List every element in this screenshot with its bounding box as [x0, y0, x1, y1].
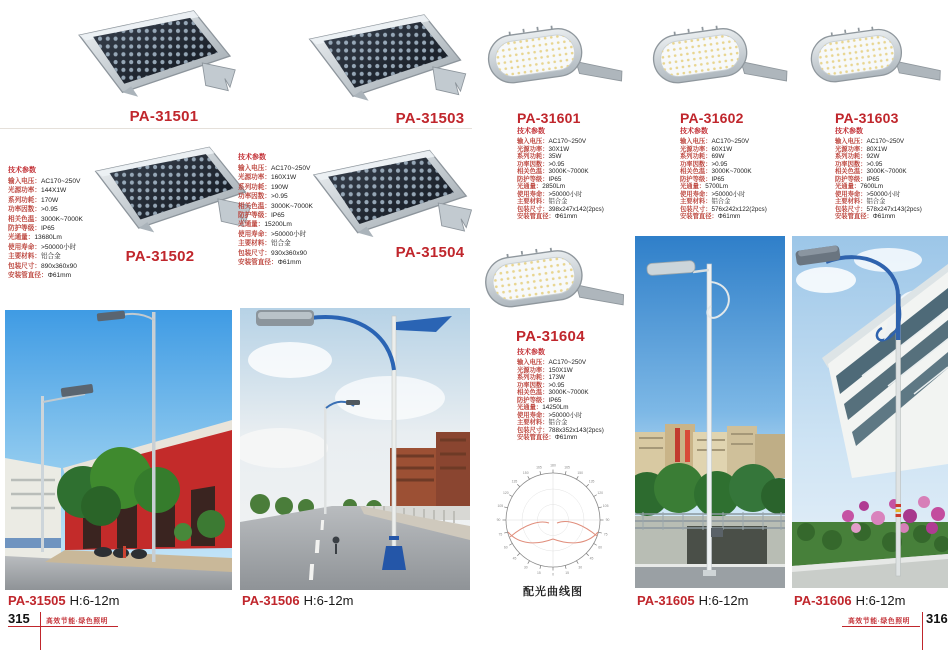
- spec-row: 使用寿命：>50000小时: [517, 411, 583, 419]
- spec-row: 包装尺寸：578x247x143(2pcs): [835, 205, 922, 213]
- svg-text:150: 150: [577, 471, 584, 476]
- page-number-left: 315: [8, 611, 30, 626]
- footer-slogan-left: 高效节能·绿色照明: [46, 618, 109, 625]
- spec-row: 使用寿命：>50000小时: [835, 190, 901, 198]
- footer-divider-right: [922, 612, 923, 650]
- photometric-polar-chart: [494, 463, 612, 581]
- spec-row: 输入电压：AC170~250V: [238, 165, 311, 172]
- spec-row: 光源功率：150X1W: [517, 366, 573, 374]
- spec-row: 系列功耗：69W: [680, 153, 725, 160]
- model-label-pa-31603: PA-31603: [835, 110, 899, 126]
- spec-row: 光源功率：80X1W: [835, 145, 888, 153]
- spec-row: 安装管直径：Φ61mm: [238, 259, 302, 267]
- spec-row: 使用寿命：>50000小时: [517, 190, 583, 198]
- svg-text:75: 75: [603, 532, 608, 537]
- spec-row: 输入电压：AC170~250V: [517, 138, 587, 145]
- tech-params-heading: 技术参数: [517, 128, 545, 135]
- spec-row: 包装尺寸：788x352x143(2pcs): [517, 426, 604, 434]
- photo-model: PA-31506: [242, 593, 300, 608]
- spec-row: 防护等级：IP65: [680, 175, 725, 183]
- svg-text:90: 90: [496, 518, 501, 523]
- photo-model: PA-31605: [637, 593, 695, 608]
- product-image-pa-31503: [290, 8, 475, 112]
- footer-divider-left: [40, 612, 41, 650]
- spec-row: 光通量：15200Lm: [238, 221, 292, 229]
- installation-photo-pa-31605: [635, 236, 785, 588]
- svg-text:135: 135: [511, 479, 518, 484]
- spec-row: 功率因数：>0.95: [238, 193, 288, 201]
- spec-row: 功率因数：>0.95: [680, 160, 728, 168]
- photo-height: H:6-12m: [303, 593, 354, 608]
- model-label-pa-31604: PA-31604: [516, 328, 585, 345]
- svg-text:75: 75: [498, 532, 503, 537]
- photo-height: H:6-12m: [69, 593, 120, 608]
- spec-row: 相关色温：3000K~7000K: [680, 168, 752, 175]
- spec-row: 防护等级：IP65: [517, 175, 562, 183]
- svg-text:105: 105: [602, 504, 609, 509]
- spec-block-pa-31603: [835, 138, 922, 221]
- product-image-pa-31604: [480, 228, 635, 326]
- spec-row: 光通量：13680Lm: [8, 234, 62, 242]
- spec-row: 输入电压：AC170~250V: [680, 138, 750, 145]
- product-image-pa-31501: [62, 4, 242, 108]
- spec-row: 系列功耗：173W: [517, 374, 565, 381]
- spec-row: 输入电压：AC170~250V: [835, 138, 905, 145]
- spec-block-pa-31502: [8, 177, 83, 280]
- svg-text:45: 45: [512, 556, 517, 561]
- svg-text:165: 165: [536, 465, 542, 470]
- spec-row: 使用寿命：>50000小时: [238, 230, 307, 238]
- photo-label-pa-31606: [794, 593, 905, 608]
- spec-row: 相关色温：3000K~7000K: [517, 389, 589, 396]
- photo-label-pa-31605: [637, 593, 748, 608]
- svg-text:60: 60: [598, 545, 603, 550]
- spec-row: 主要材料：铝合金: [835, 198, 886, 205]
- spec-row: 输入电压：AC170~250V: [517, 359, 587, 366]
- spec-row: 安装管直径：Φ61mm: [680, 213, 741, 220]
- spec-row: 主要材料：铝合金: [8, 253, 61, 261]
- photo-label-pa-31505: [8, 593, 119, 608]
- tech-params-heading: 技术参数: [680, 128, 708, 135]
- spec-row: 光通量：2850Lm: [517, 183, 565, 190]
- spec-row: 光通量：5700Lm: [680, 183, 728, 190]
- spec-row: 主要材料：铝合金: [238, 240, 291, 248]
- spec-row: 防护等级：IP65: [517, 396, 562, 404]
- spec-row: 光源功率：30X1W: [517, 145, 570, 153]
- product-image-pa-31601: [483, 6, 633, 102]
- spec-row: 使用寿命：>50000小时: [680, 190, 746, 198]
- tech-params-heading: 技术参数: [8, 167, 36, 174]
- svg-text:60: 60: [503, 545, 508, 550]
- spec-row: 输入电压：AC170~250V: [8, 178, 81, 185]
- spec-row: 防护等级：IP65: [238, 212, 285, 220]
- installation-photo-pa-31506: [240, 308, 470, 590]
- installation-photo-pa-31606: [792, 236, 948, 588]
- spec-row: 安装管直径：Φ61mm: [835, 213, 896, 220]
- spec-row: 主要材料：铝合金: [517, 198, 568, 205]
- page-number-right: 316: [926, 611, 948, 626]
- svg-text:120: 120: [597, 490, 604, 495]
- spec-row: 主要材料：铝合金: [680, 198, 731, 205]
- spec-block-pa-31604: [517, 359, 604, 442]
- spec-row: 功率因数：>0.95: [8, 206, 58, 214]
- svg-text:120: 120: [502, 490, 509, 495]
- spec-row: 安装管直径：Φ61mm: [517, 434, 578, 441]
- spec-row: 相关色温：3000K~7000K: [8, 215, 83, 223]
- spec-block-pa-31601: [517, 138, 604, 221]
- spec-row: 包装尺寸：890x360x90: [8, 262, 77, 270]
- spec-row: 系列功耗：35W: [517, 153, 562, 160]
- svg-text:30: 30: [523, 565, 528, 570]
- installation-photo-pa-31505: [5, 310, 232, 590]
- spec-row: 相关色温：3000K~7000K: [517, 168, 589, 175]
- spec-row: 光通量：14250Lm: [517, 404, 569, 411]
- spec-row: 相关色温：3000K~7000K: [238, 202, 313, 210]
- spec-row: 光通量：7600Lm: [835, 183, 883, 190]
- tech-params-heading: 技术参数: [517, 349, 545, 356]
- spec-row: 功率因数：>0.95: [517, 160, 565, 168]
- svg-text:90: 90: [605, 518, 610, 523]
- model-label-pa-31503: PA-31503: [395, 110, 465, 127]
- spec-row: 防护等级：IP65: [835, 175, 880, 183]
- spec-row: 光源功率：144X1W: [8, 187, 67, 195]
- spec-row: 功率因数：>0.95: [517, 381, 565, 389]
- spec-row: 系列功耗：92W: [835, 153, 880, 160]
- model-label-pa-31504: PA-31504: [395, 244, 465, 261]
- footer-underline-left: [8, 626, 118, 627]
- photo-label-pa-31506: [242, 593, 353, 608]
- product-image-pa-31602: [648, 6, 798, 102]
- svg-text:15: 15: [565, 570, 569, 575]
- svg-text:15: 15: [537, 570, 541, 575]
- spec-row: 相关色温：3000K~7000K: [835, 168, 907, 175]
- svg-text:150: 150: [522, 471, 529, 476]
- spec-row: 安装管直径：Φ61mm: [517, 213, 578, 220]
- tech-params-heading: 技术参数: [238, 154, 266, 161]
- spec-row: 光源功率：60X1W: [680, 145, 733, 153]
- svg-text:30: 30: [578, 565, 583, 570]
- svg-text:180: 180: [550, 463, 556, 468]
- svg-text:0: 0: [552, 572, 554, 577]
- spec-row: 包装尺寸：398x247x142(2pcs): [517, 205, 604, 213]
- spec-row: 光源功率：160X1W: [238, 174, 297, 182]
- product-image-pa-31504: [300, 135, 475, 257]
- svg-text:105: 105: [497, 504, 504, 509]
- spec-row: 功率因数：>0.95: [835, 160, 883, 168]
- photo-height: H:6-12m: [855, 593, 906, 608]
- product-image-pa-31603: [806, 6, 950, 102]
- photo-model: PA-31606: [794, 593, 852, 608]
- divider-line: [0, 128, 472, 129]
- spec-block-pa-31602: [680, 138, 767, 221]
- spec-row: 使用寿命：>50000小时: [8, 243, 77, 251]
- product-image-pa-31502: [82, 130, 254, 254]
- spec-row: 包装尺寸：576x242x122(2pcs): [680, 205, 767, 213]
- spec-row: 主要材料：铝合金: [517, 419, 568, 426]
- model-label-pa-31601: PA-31601: [517, 110, 581, 126]
- spec-row: 系列功耗：170W: [8, 196, 59, 204]
- photo-model: PA-31505: [8, 593, 66, 608]
- footer-slogan-right: 高效节能·绿色照明: [848, 618, 911, 625]
- photometric-caption: 配光曲线图: [523, 586, 583, 598]
- spec-row: 安装管直径：Φ61mm: [8, 272, 72, 280]
- tech-params-heading: 技术参数: [835, 128, 863, 135]
- svg-text:165: 165: [564, 465, 570, 470]
- model-label-pa-31502: PA-31502: [125, 248, 195, 265]
- photo-height: H:6-12m: [698, 593, 749, 608]
- footer-underline-right: [842, 626, 920, 627]
- spec-row: 包装尺寸：930x360x90: [238, 249, 307, 257]
- spec-row: 防护等级：IP65: [8, 225, 55, 233]
- svg-text:45: 45: [589, 556, 594, 561]
- svg-text:135: 135: [588, 479, 595, 484]
- model-label-pa-31602: PA-31602: [680, 110, 744, 126]
- spec-row: 系列功耗：190W: [238, 183, 289, 191]
- model-label-pa-31501: PA-31501: [129, 108, 199, 125]
